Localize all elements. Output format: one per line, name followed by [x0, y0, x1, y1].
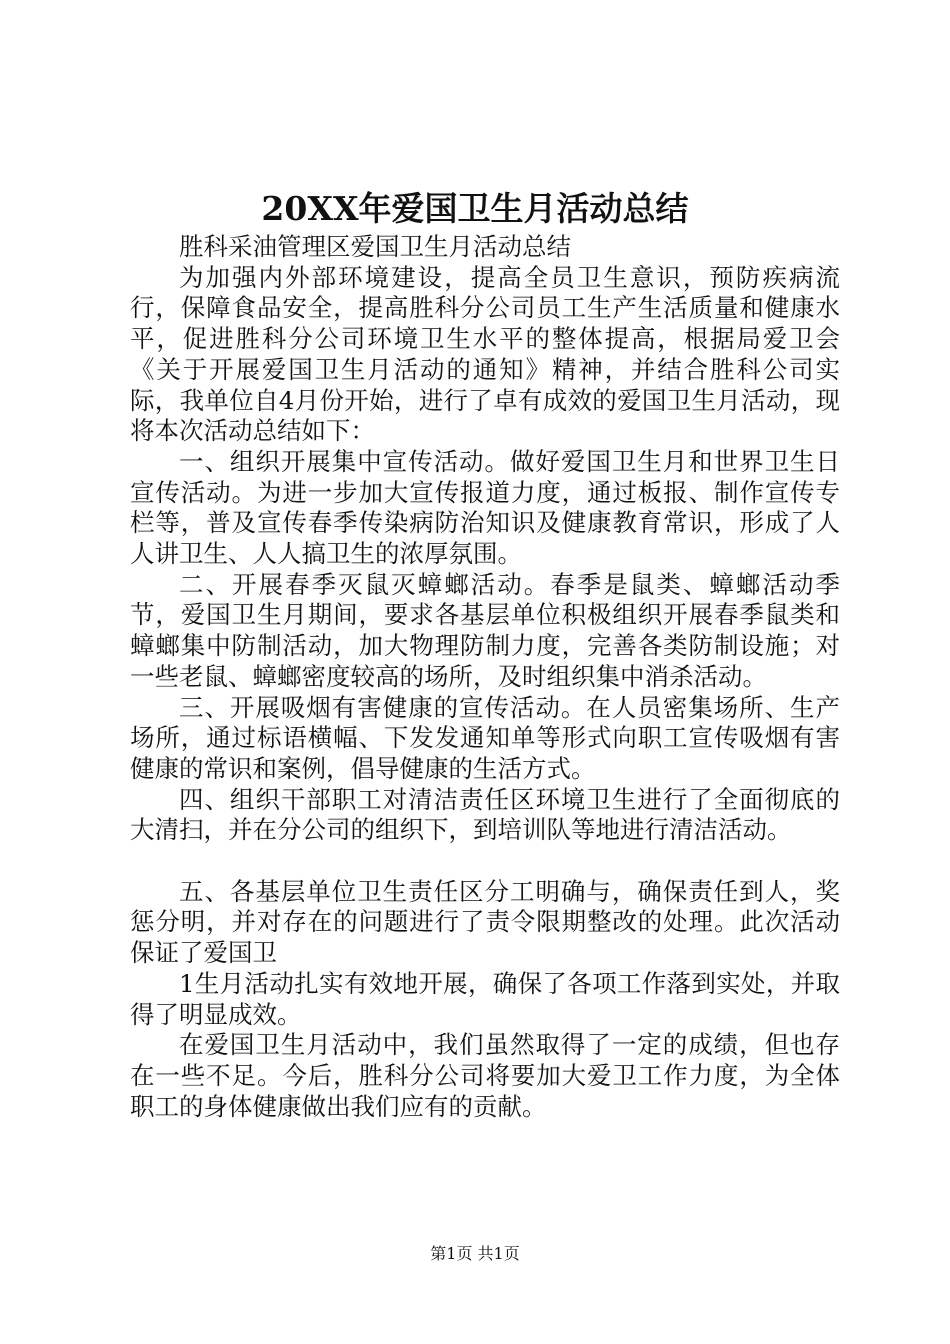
paragraph-item-5: 五、各基层单位卫生责任区分工明确与，确保责任到人，奖惩分明，并对存在的问题进行了责令限期整改的处理。此次活动保证了爱国卫	[130, 876, 840, 968]
paragraph-item-2: 二、开展春季灭鼠灭蟑螂活动。春季是鼠类、蟑螂活动季节，爱国卫生月期间，要求各基层单位积极组织开展春季鼠类和蟑螂集中防制活动，加大物理防制力度，完善各类防制设施；对一些老鼠、蟑螂密度较高的场所，及时组织集中消杀活动。	[130, 569, 840, 691]
paragraph-continuation: 1生月活动扎实有效地开展，确保了各项工作落到实处，并取得了明显成效。	[130, 968, 840, 1029]
paragraph-item-3: 三、开展吸烟有害健康的宣传活动。在人员密集场所、生产场所，通过标语横幅、下发发通知单等形式向职工宣传吸烟有害健康的常识和案例，倡导健康的生活方式。	[130, 692, 840, 783]
paragraph-conclusion: 在爱国卫生月活动中，我们虽然取得了一定的成绩，但也存在一些不足。今后，胜科分公司将要加大爱卫工作力度，为全体职工的身体健康做出我们应有的贡献。	[130, 1030, 840, 1121]
paragraph-subtitle: 胜科采油管理区爱国卫生月活动总结	[179, 232, 571, 261]
page-footer: 第1页 共1页	[430, 1244, 520, 1263]
document-title: 20XX年爱国卫生月活动总结	[261, 189, 689, 228]
paragraph-item-4: 四、组织干部职工对清洁责任区环境卫生进行了全面彻底的大清扫，并在分公司的组织下，到培训队等地进行清洁活动。	[130, 784, 840, 845]
paragraph-intro: 为加强内外部环境建设，提高全员卫生意识，预防疾病流行，保障食品安全，提高胜科分公司员工生产生活质量和健康水平，促进胜科分公司环境卫生水平的整体提高，根据局爱卫会《关于开展爱国卫生月活动的通知》精神，并结合胜科公司实际，我单位自4月份开始，进行了卓有成效的爱国卫生月活动，现将本次活动总结如下：	[130, 262, 840, 446]
paragraph-item-1: 一、组织开展集中宣传活动。做好爱国卫生月和世界卫生日宣传活动。为进一步加大宣传报道力度，通过板报、制作宣传专栏等，普及宣传春季传染病防治知识及健康教育常识，形成了人人讲卫生、人人搞卫生的浓厚氛围。	[130, 446, 840, 569]
document-body	[130, 232, 840, 1122]
